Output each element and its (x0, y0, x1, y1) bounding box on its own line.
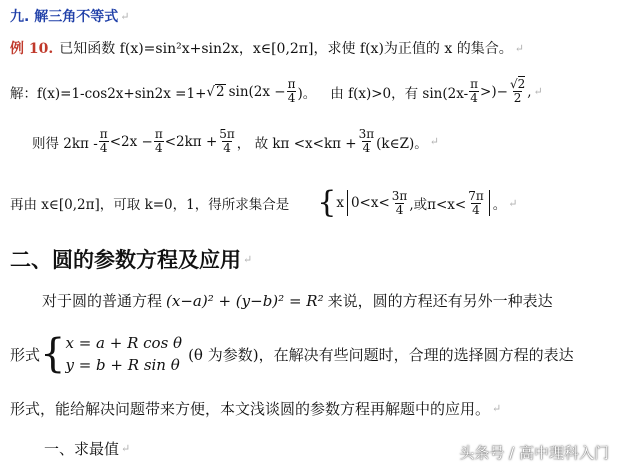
circle-equation: (x−a)² + (y−b)² = R² (166, 291, 324, 310)
heading-nine (10, 6, 129, 26)
set-condition-1: 0<x< (350, 195, 390, 211)
then-prefix: 则得 2kπ - (32, 135, 98, 152)
solution-gt: >)− (480, 83, 508, 100)
sub-heading-1 (44, 438, 130, 459)
sin-part: sin(2x − (228, 83, 286, 100)
set-open-brace: { (317, 185, 337, 220)
para1-rest: 来说，圆的方程还有另外一种表达 (327, 292, 553, 310)
fraction-5pi-4: $\frac{5\pi}{4}$ (219, 127, 235, 155)
fraction-3pi-4b: 3π 4 (391, 188, 408, 217)
fraction-pi-4b: π 4 (470, 77, 479, 105)
then-so: ， 故 kπ <x<kπ + (236, 135, 357, 152)
fraction-pi-4d: $\frac{\pi}{4}$ (154, 127, 163, 155)
heading-nine-text: 九. 解三角不等式 (10, 9, 119, 25)
paragraph-3 (10, 398, 501, 419)
solution-line (10, 78, 543, 105)
set-variable: x (336, 195, 344, 211)
example-label: 例 10. (10, 41, 54, 57)
fraction-pi-4c: π 4 (99, 127, 108, 155)
parameter-note: (θ 为参数) (188, 345, 259, 364)
system-brace: { (40, 331, 66, 377)
example-text: 已知函数 f(x)=sin²x+sin2x，x∈[0,2π]，求使 f(x)为正值的 x 的集合。 (59, 41, 513, 57)
watermark: 头条号 / 高中理科入门 (459, 444, 609, 462)
set-or: ,或π<x< (409, 197, 467, 213)
then-lt2: <2kπ + (164, 133, 218, 150)
set-close-bar (489, 190, 490, 216)
again-prefix: 再由 x∈[0,2π]，可取 k=0，1，得所求集合是 (10, 197, 290, 213)
return-mark: ↵ (243, 252, 253, 266)
para2-start: 形式 (10, 345, 41, 364)
fraction-sqrt2-2: $\frac{√2}{2}$ (509, 77, 526, 105)
section-two-title (10, 244, 252, 274)
solution-end: , (527, 83, 532, 100)
sqrt-radicand: 2 (216, 84, 225, 100)
system-row-x: x = a + R cos θ (65, 334, 183, 352)
parametric-system (40, 332, 182, 376)
paragraph-1 (42, 290, 553, 311)
return-mark: ↵ (533, 85, 543, 98)
return-mark: ↵ (514, 41, 524, 55)
then-line (32, 128, 439, 155)
again-line (10, 185, 518, 220)
return-mark: ↵ (121, 442, 131, 455)
again-end: 。 (492, 197, 507, 213)
then-kz: (k∈Z)。 (376, 135, 428, 152)
return-mark: ↵ (492, 402, 502, 415)
then-lt1: <2x − (109, 133, 153, 150)
paragraph-2 (10, 332, 574, 376)
return-mark: ↵ (120, 9, 130, 23)
system-row-y: y = b + R sin θ (65, 356, 180, 374)
fraction-3pi-4: $\frac{3\pi}{4}$ (358, 127, 375, 155)
solution-by: 由 f(x)>0，有 sin(2x- (330, 85, 469, 102)
section-two-title-text: 二、圆的参数方程及应用 (10, 248, 241, 272)
return-mark: ↵ (508, 196, 518, 210)
return-mark: ↵ (429, 135, 439, 148)
para2-rest: ，在解决有些问题时，合理的选择圆方程的表达 (258, 345, 574, 364)
sub-heading-1-text: 一、求最值 (44, 440, 120, 458)
solution-prefix: 解：f(x)=1-cos2x+sin2x =1+ (10, 85, 207, 102)
example-line (10, 38, 524, 58)
para3-text: 形式，能给解决问题带来方便，本文浅谈圆的参数方程再解题中的应用。 (10, 400, 491, 418)
fraction-7pi-4: 7π 4 (468, 188, 484, 217)
solution-close: )。 (297, 85, 317, 102)
fraction-pi-4: $\frac{\pi}{4}$ (287, 77, 296, 105)
sqrt-expression: √ 2 (206, 83, 225, 100)
set-bar (347, 190, 348, 216)
para1-start: 对于圆的普通方程 (42, 292, 163, 310)
